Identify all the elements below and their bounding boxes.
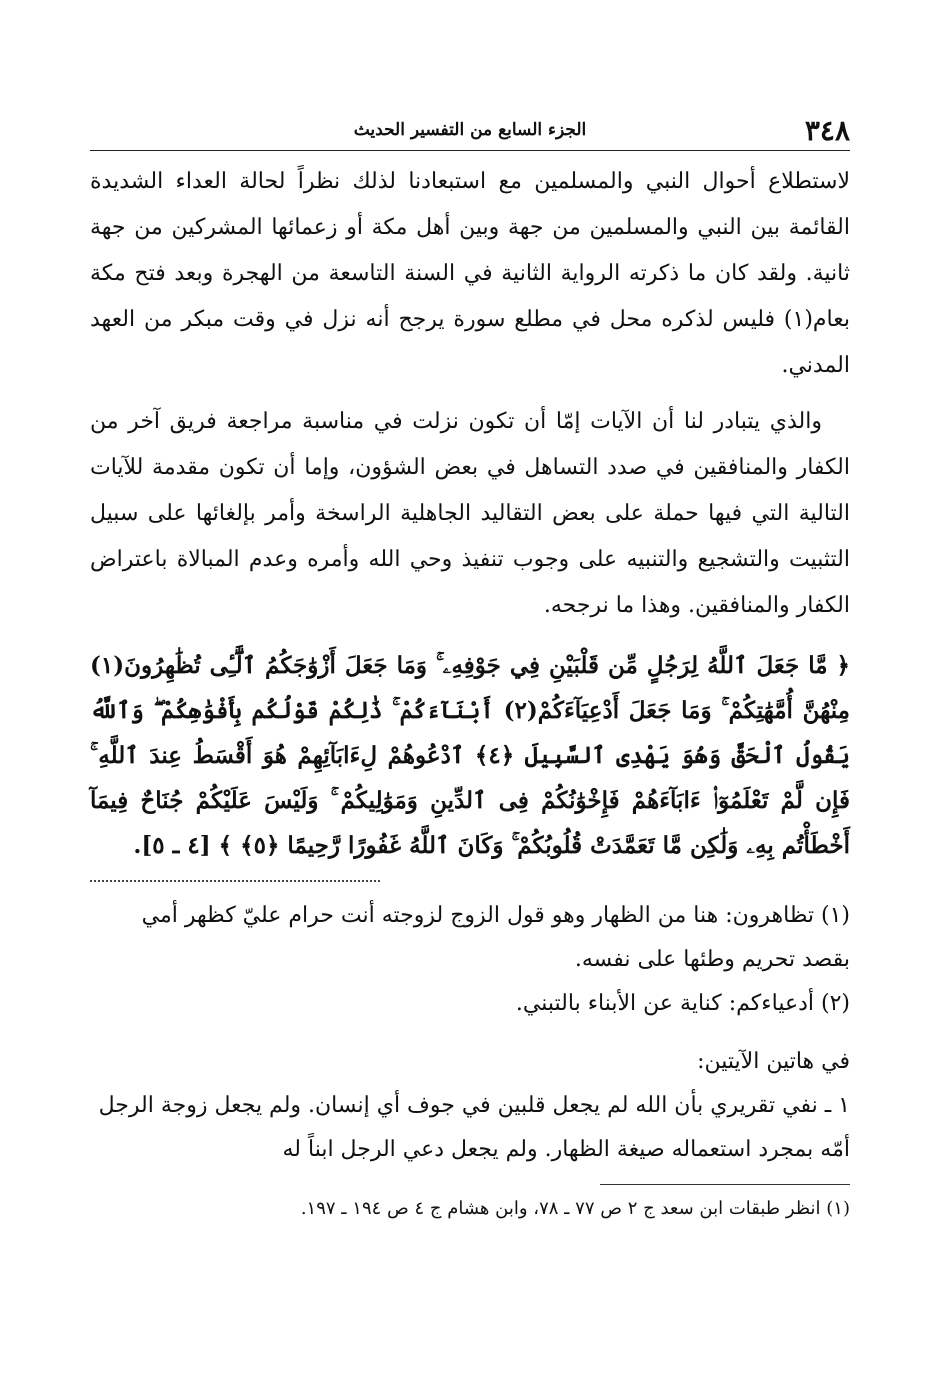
page-header — [90, 112, 850, 151]
page-number: ٣٤٨ — [804, 114, 850, 147]
footnote: (١) انظر طبقات ابن سعد ج ٢ ص ٧٧ ـ ٧٨، وابن هشام ج ٤ ص ١٩٤ ـ ١٩٧. — [300, 1198, 850, 1219]
dotted-separator — [90, 880, 380, 882]
paragraph-1: لاستطلاع أحوال النبي والمسلمين مع استبعادنا لذلك نظراً لحالة العداء الشديدة القائمة بين النبي والمسلمين من جهة وبين أهل مكة أو زعمائها المشركين من جهة ثانية. ولقد كان ما ذكرته الرواية الثانية في السنة التاسعة من الهجرة وبعد فتح مكة بعام(١) فليس لذكره محل في مطلع سورة يرجح أنه نزل في وقت مبكر من العهد المدني. — [90, 169, 851, 378]
footnote-rule — [600, 1184, 850, 1185]
book-page — [90, 112, 850, 1227]
point-1: ١ ـ نفي تقريري بأن الله لم يجعل قلبين في جوف أي إنسان. ولم يجعل زوجة الرجل أمّه بمجرد استعماله صيغة الظهار. ولم يجعل دعي الرجل ابناً له — [98, 1093, 850, 1162]
note-2: (٢) أدعياءكم: كناية عن الأبناء بالتبني. — [515, 991, 850, 1016]
note-1: (١) تظاهرون: هنا من الظهار وهو قول الزوج لزوجته أنت حرام عليّ كظهر أمي بقصد تحريم وطئها على نفسه. — [141, 903, 850, 972]
quran-verses: ﴿ مَّا جَعَلَ ٱللَّهُ لِرَجُلٍ مِّن قَلْبَيْنِ فِي جَوْفِهِۦ ۚ وَمَا جَعَلَ أَزْوَٰجَكُمُ ٱلَّٰٓـِٔى تُظَٰهِرُونَ(١) مِنْهُنَّ أُمَّهَٰتِكُمْ ۚ وَمَا جَعَلَ أَدْعِيَآءَكُمْ(٢) أَبْنَآءَكُمْ ۚ ذَٰلِكُمْ قَوْلُكُم بِأَفْوَٰهِكُمْ ۖ وَٱللَّهُ يَقُولُ ٱلْحَقَّ وَهُوَ يَهْدِى ٱلسَّبِيلَ ﴿٤﴾ ٱدْعُوهُمْ لِءَابَآئِهِمْ هُوَ أَقْسَطُ عِندَ ٱللَّهِ ۚ فَإِن لَّمْ تَعْلَمُوٓا۟ ءَابَآءَهُمْ فَإِخْوَٰنُكُمْ فِى ٱلدِّينِ وَمَوَٰلِيكُمْ ۚ وَلَيْسَ عَلَيْكُمْ جُنَاحٌ فِيمَآ أَخْطَأْتُم بِهِۦ وَلَٰكِن مَّا تَعَمَّدَتْ قُلُوبُكُمْ ۚ وَكَانَ ٱللَّهُ غَفُورًا رَّحِيمًا ﴿٥﴾ ﴾ [٤ ـ ٥]. — [90, 652, 850, 859]
paragraph-2: والذي يتبادر لنا أن الآيات إمّا أن تكون نزلت في مناسبة مراجعة فريق آخر من الكفار والمنافقين في صدد التساهل في بعض الشؤون، وإما أن تكون مقدمة للآيات التالية التي فيها حملة على بعض التقاليد الجاهلية الراسخة وأمر بإلغائها على سبيل التثبيت والتشجيع والتنبيه على وجوب تنفيذ وحي الله وأمره وعدم المبالاة باعتراض الكفار والمنافقين. وهذا ما نرجحه. — [90, 409, 850, 618]
section-intro: في هاتين الآيتين: — [697, 1049, 850, 1074]
running-title: الجزء السابع من التفسير الحديث — [353, 120, 587, 140]
